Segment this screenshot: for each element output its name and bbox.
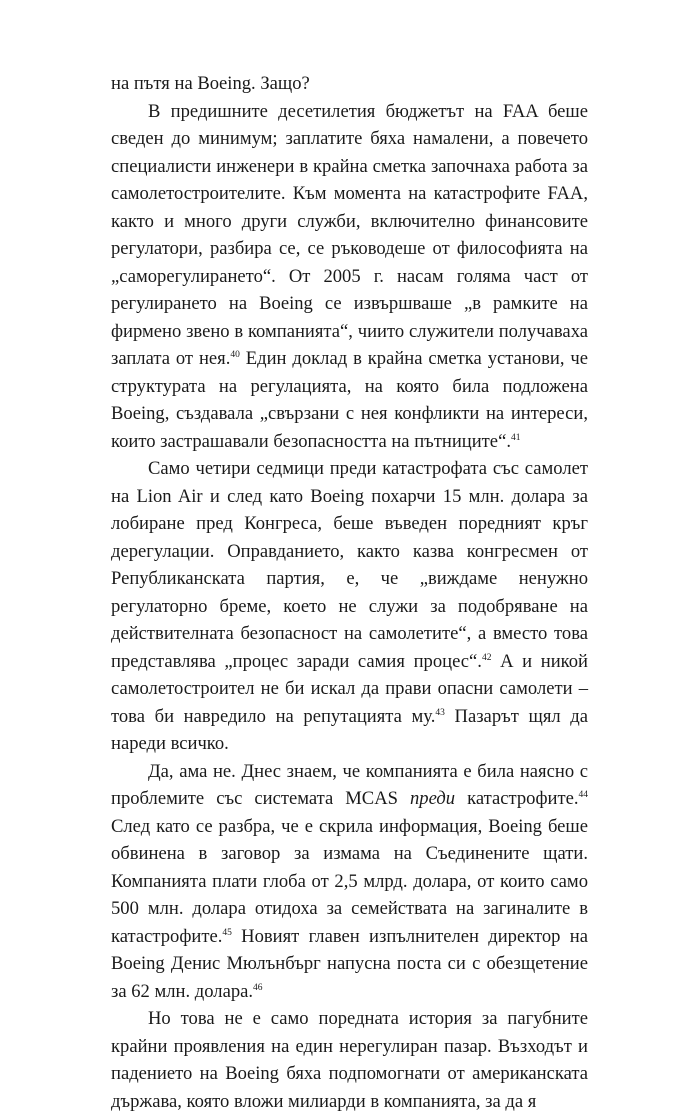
- text-run: Но това не е само поредната история за пагубните крайни проявления на един нерегулиран пазар. Възходът и падението на Boeing бяха подпомогнати от американската държава, която вложи милиарди в компанията, за да я: [111, 1008, 588, 1112]
- text-run: А и никой самолетостроител не би искал да прави опасни самолети – това би навредило на репутацията му.: [111, 650, 589, 727]
- text-run: Новият главен изпълнителен директор на Boeing Денис Мюлънбърг напусна поста си с обезщетение за 62 млн. долара.: [111, 925, 588, 1002]
- footnote-reference: 42: [481, 652, 492, 663]
- footnote-reference: 46: [253, 982, 263, 993]
- text-run: В предишните десетилетия бюджетът на FAA беше сведен до минимум; заплатите бяха намалени, а повечето специалисти инженери в крайна сметка започнаха работа за самолетостроителите. Към момента на катастрофите FAA, както и много други служби, включително финансовите регулатори, разбира се, се ръководеше от философията на „саморегулирането“. От 2005 г. насам голяма част от регулирането на Boeing се извършваше „в рамките на фирмено звено в компанията“, чиито служители получаваха заплата от нея.: [111, 100, 588, 369]
- body-text: [111, 70, 588, 1115]
- paragraph: [111, 1005, 588, 1115]
- text-run: Да, ама не. Днес знаем, че компанията е била наясно с проблемите със системата MCAS: [111, 760, 588, 809]
- text-run: Пазарът щял да нареди всичко.: [111, 705, 589, 754]
- text-run: След като се разбра, че е скрила информация, Boeing беше обвинена в заговор за измама на Съединените щати. Компанията плати глоба от 2,5 млрд. долара, от които само 500 млн. долара отидоха за семействата на загиналите в катастрофите.: [111, 815, 588, 947]
- footnote-reference: 41: [510, 432, 521, 443]
- footnote-reference: 45: [222, 927, 232, 938]
- text-run: катастрофите.: [455, 788, 579, 809]
- footnote-reference: 40: [230, 350, 240, 360]
- text-run: на пътя на Boeing. Защо?: [111, 73, 310, 94]
- footnote-reference: 44: [578, 790, 588, 800]
- emphasized-text: преди: [410, 788, 456, 809]
- paragraph: [111, 455, 588, 758]
- paragraph: [111, 70, 588, 98]
- text-run: Само четири седмици преди катастрофата със самолет на Lion Air и след като Boeing похарчи 15 млн. долара за лобиране пред Конгреса, беше въведен поредният кръг дерегулации. Оправданието, както казва конгресмен от Републиканската партия, е, че „виждаме ненужно регулаторно бреме, което не служи за подобряване на действителната безопасност на самолетите“, а вместо това представлява „процес заради самия процес“.: [111, 458, 588, 672]
- footnote-reference: 43: [435, 707, 445, 718]
- paragraph: [111, 758, 588, 1006]
- text-run: Един доклад в крайна сметка установи, че структурата на регулацията, на която била подложена Boeing, създавала „свързани с нея конфликти на интереси, които застрашавали безопасността на пътниците“.: [111, 348, 588, 452]
- paragraph: [111, 98, 588, 456]
